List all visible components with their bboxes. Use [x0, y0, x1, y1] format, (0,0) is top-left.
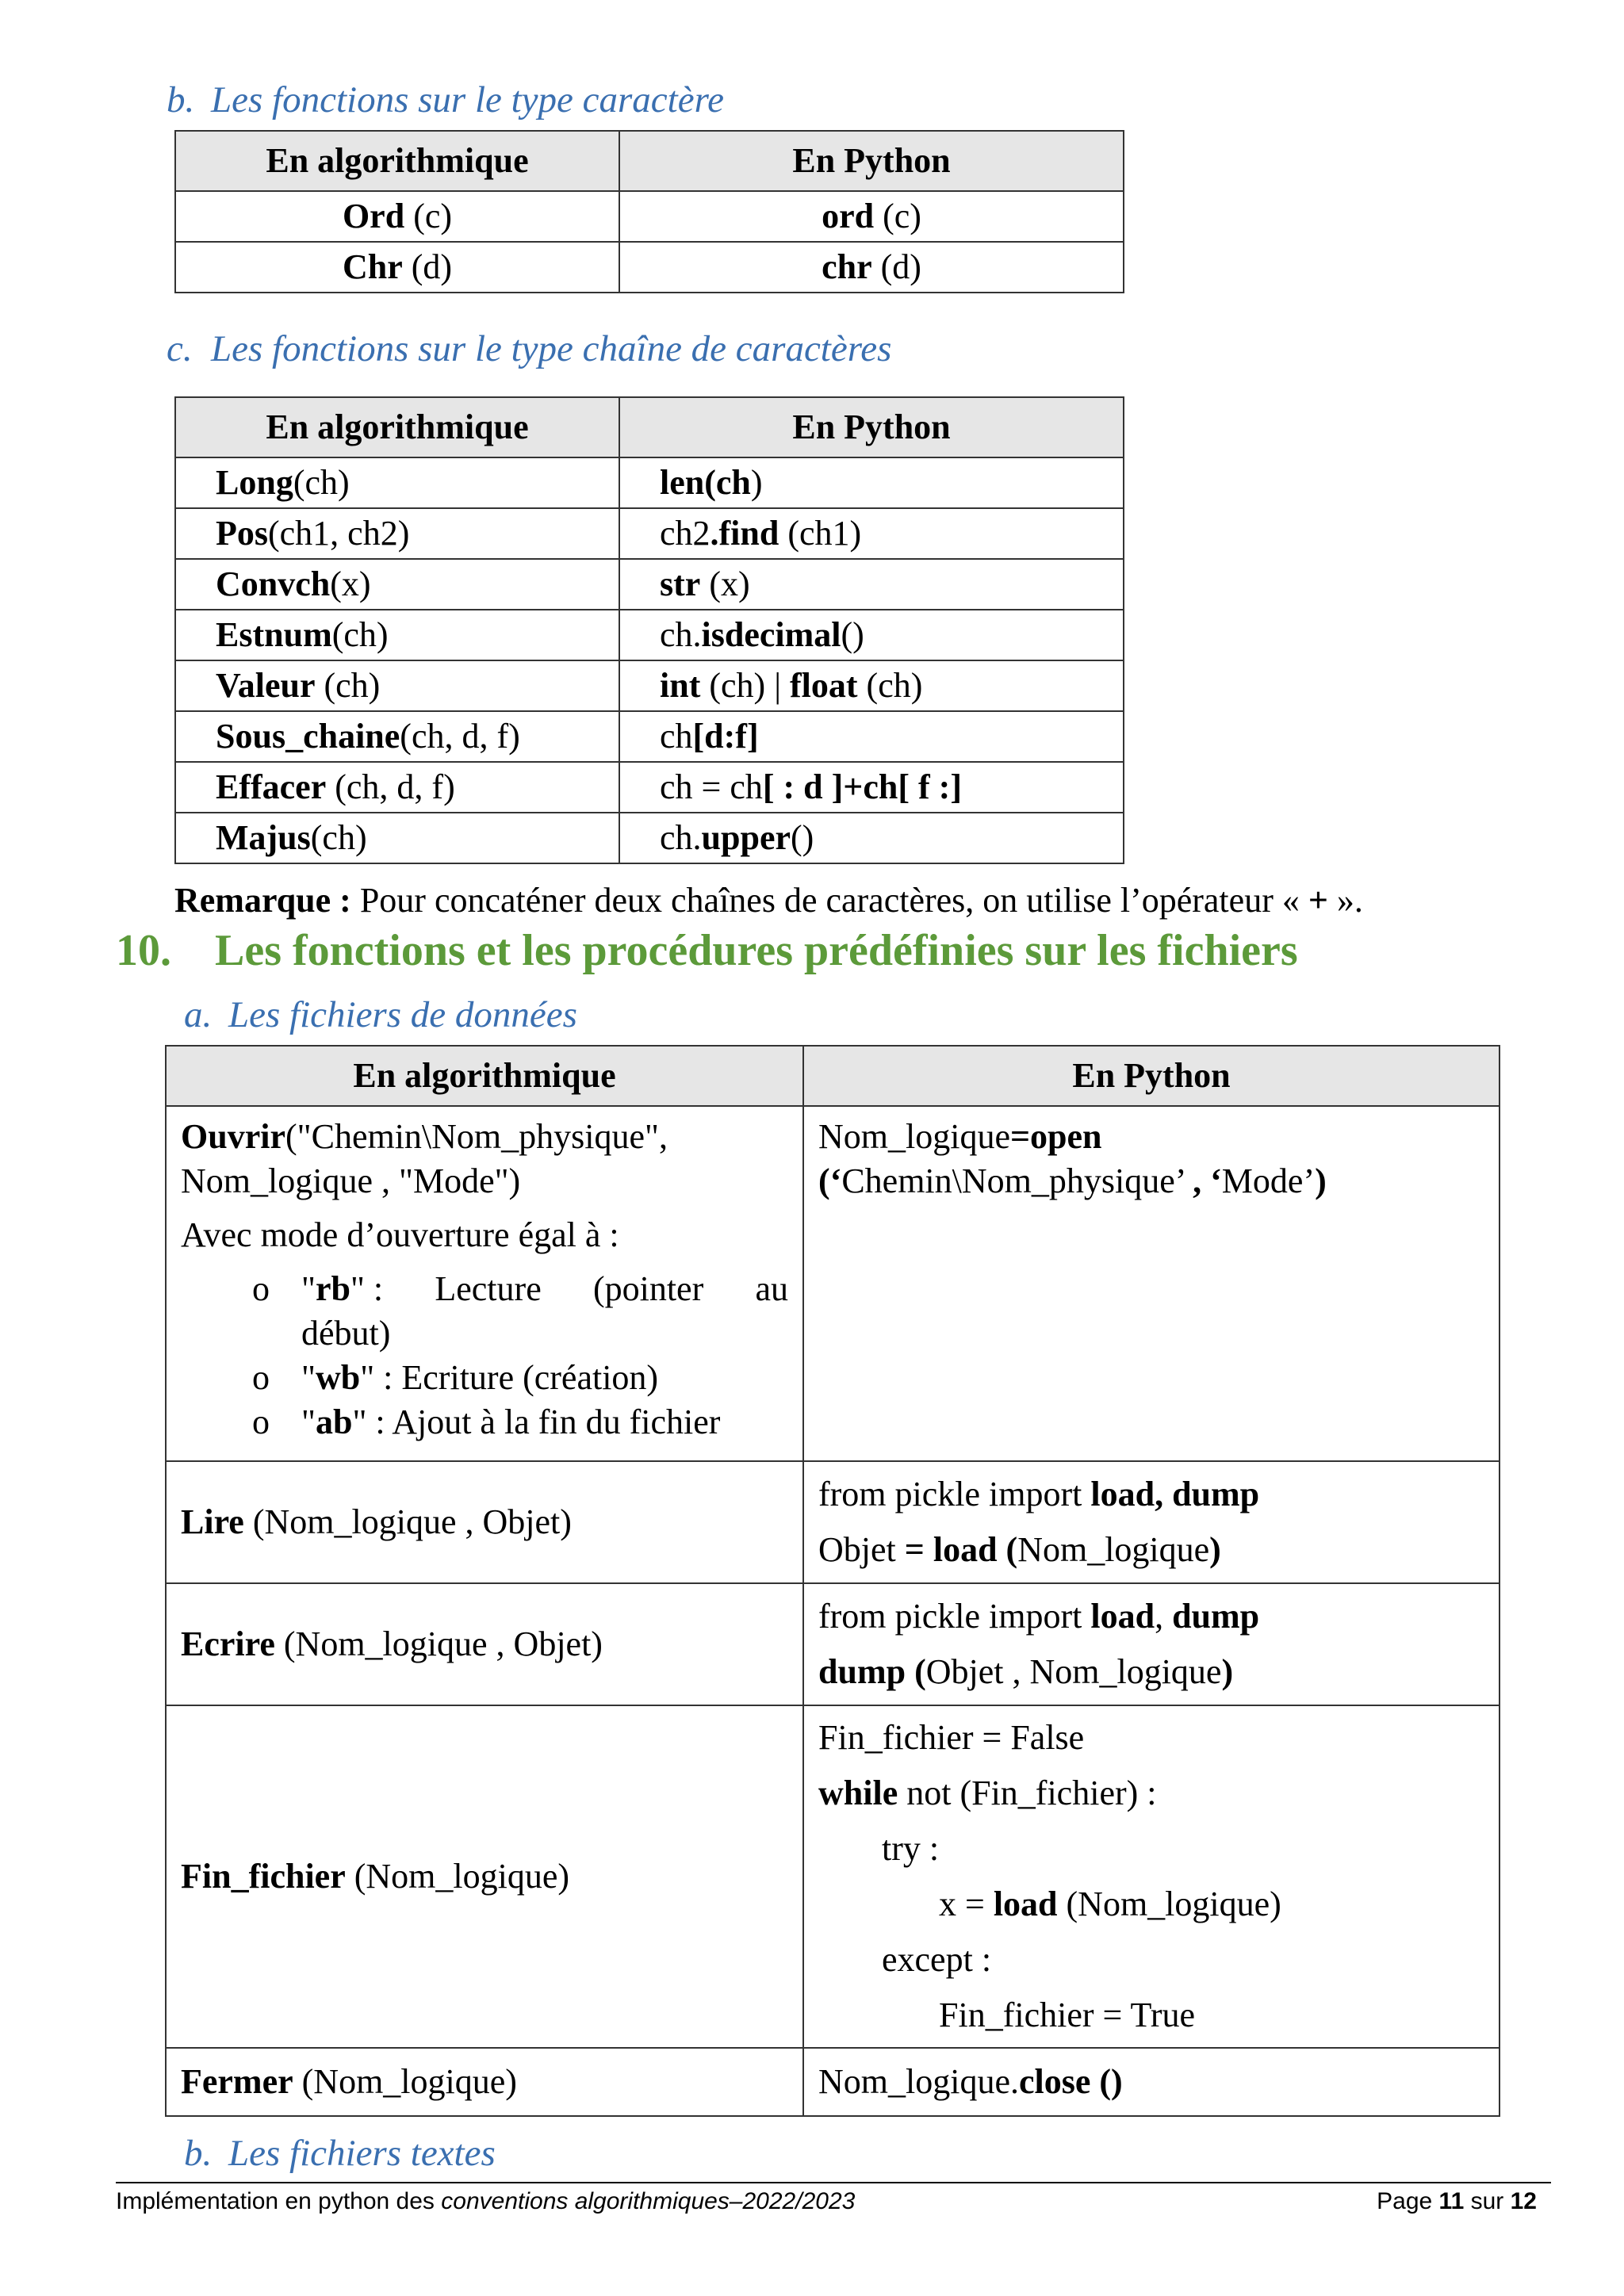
algo-cell: Fermer (Nom_logique) [166, 2048, 803, 2116]
table-row [175, 660, 1124, 711]
table-header-row [166, 1046, 1500, 1106]
python-cell: ch = ch[ : d ]+ch[ f :] [619, 762, 1124, 813]
algo-cell: Sous_chaine(ch, d, f) [175, 711, 619, 762]
header-python: En Python [619, 131, 1124, 191]
list-item: o "rb" : Lecture (pointer au début) [252, 1269, 788, 1353]
table-row [175, 610, 1124, 660]
remark-text: Pour concaténer deux chaînes de caractères, on utilise l’opérateur « [350, 881, 1308, 920]
table-row-read [166, 1461, 1500, 1583]
python-cell: ch.isdecimal() [619, 610, 1124, 660]
header-python: En Python [619, 397, 1124, 457]
file-functions-table [165, 1045, 1500, 2117]
table-row-eof [166, 1705, 1500, 2048]
table-header-row [175, 131, 1124, 191]
string-functions-table [174, 396, 1124, 864]
remark-operator: + [1308, 881, 1328, 920]
python-cell: Nom_logique=open (‘Chemin\Nom_physique’ , ‘Mode’) [803, 1106, 1500, 1461]
section-b2-heading [184, 2131, 496, 2175]
python-cell: ord (c) [619, 191, 1124, 242]
section-c-heading [167, 327, 891, 371]
header-algo: En algorithmique [175, 397, 619, 457]
algo-cell: Chr (d) [175, 242, 619, 293]
header-algo: En algorithmique [166, 1046, 803, 1106]
python-cell: ch2.find (ch1) [619, 508, 1124, 559]
remark-label: Remarque : [174, 881, 351, 920]
table-row [175, 711, 1124, 762]
section-c-letter: c. [167, 328, 193, 369]
python-cell: from pickle import load, dump dump (Objet , Nom_logique) [803, 1583, 1500, 1705]
char-functions-table [174, 130, 1124, 293]
section-b2-title: Les fichiers textes [228, 2133, 496, 2174]
algo-cell: Ecrire (Nom_logique , Objet) [166, 1583, 803, 1705]
section-10-heading [116, 924, 1298, 977]
section-a-heading [184, 993, 577, 1037]
section-10-number: 10. [116, 926, 171, 975]
table-row [175, 242, 1124, 293]
section-b-title: Les fonctions sur le type caractère [211, 79, 724, 121]
table-row-write [166, 1583, 1500, 1705]
section-a-letter: a. [184, 994, 213, 1035]
table-row [175, 559, 1124, 610]
header-python: En Python [803, 1046, 1500, 1106]
algo-cell: Estnum(ch) [175, 610, 619, 660]
page-number: Page 11 sur 12 [1377, 2188, 1537, 2214]
algo-cell: Effacer (ch, d, f) [175, 762, 619, 813]
table-row-close [166, 2048, 1500, 2116]
python-cell: ch[d:f] [619, 711, 1124, 762]
algo-cell: Long(ch) [175, 457, 619, 508]
section-b2-letter: b. [184, 2133, 213, 2174]
python-cell: Fin_fichier = False while not (Fin_fichier) : try : x = load (Nom_logique) except : Fin_fichier = True [803, 1705, 1500, 2048]
table-row [175, 191, 1124, 242]
python-cell: ch.upper() [619, 813, 1124, 863]
python-cell: str (x) [619, 559, 1124, 610]
algo-cell: Ouvrir("Chemin\Nom_physique", Nom_logique , "Mode") Avec mode d’ouverture égal à : o "rb" : Lecture (pointer au début) o "wb" : Ecriture (création) o "ab" : Ajout à la fin du fichier [166, 1106, 803, 1461]
algo-cell: Ord (c) [175, 191, 619, 242]
python-cell: len(ch) [619, 457, 1124, 508]
algo-cell: Pos(ch1, ch2) [175, 508, 619, 559]
header-algo: En algorithmique [175, 131, 619, 191]
footer-divider [116, 2182, 1551, 2183]
table-row [175, 762, 1124, 813]
section-10-title: Les fonctions et les procédures prédéfinies sur les fichiers [215, 926, 1298, 975]
remark-paragraph: Remarque : Pour concaténer deux chaînes de caractères, on utilise l’opérateur « + ». [174, 881, 1363, 920]
list-item: o "wb" : Ecriture (création) [252, 1358, 659, 1397]
table-row [175, 457, 1124, 508]
section-a-title: Les fichiers de données [228, 994, 577, 1035]
table-header-row [175, 397, 1124, 457]
table-row-open [166, 1106, 1500, 1461]
algo-cell: Convch(x) [175, 559, 619, 610]
algo-cell: Majus(ch) [175, 813, 619, 863]
section-b-heading [167, 78, 724, 122]
algo-cell: Lire (Nom_logique , Objet) [166, 1461, 803, 1583]
list-item: o "ab" : Ajout à la fin du fichier [252, 1402, 721, 1441]
python-cell: chr (d) [619, 242, 1124, 293]
mode-list [181, 1267, 788, 1445]
table-row [175, 813, 1124, 863]
python-cell: from pickle import load, dump Objet = load (Nom_logique) [803, 1461, 1500, 1583]
footer-text: Implémentation en python des conventions algorithmiques–2022/2023 [116, 2188, 856, 2214]
section-c-title: Les fonctions sur le type chaîne de caractères [211, 328, 892, 369]
algo-cell: Valeur (ch) [175, 660, 619, 711]
table-row [175, 508, 1124, 559]
algo-cell: Fin_fichier (Nom_logique) [166, 1705, 803, 2048]
section-b-letter: b. [167, 79, 195, 121]
python-cell: int (ch) | float (ch) [619, 660, 1124, 711]
python-cell: Nom_logique.close () [803, 2048, 1500, 2116]
